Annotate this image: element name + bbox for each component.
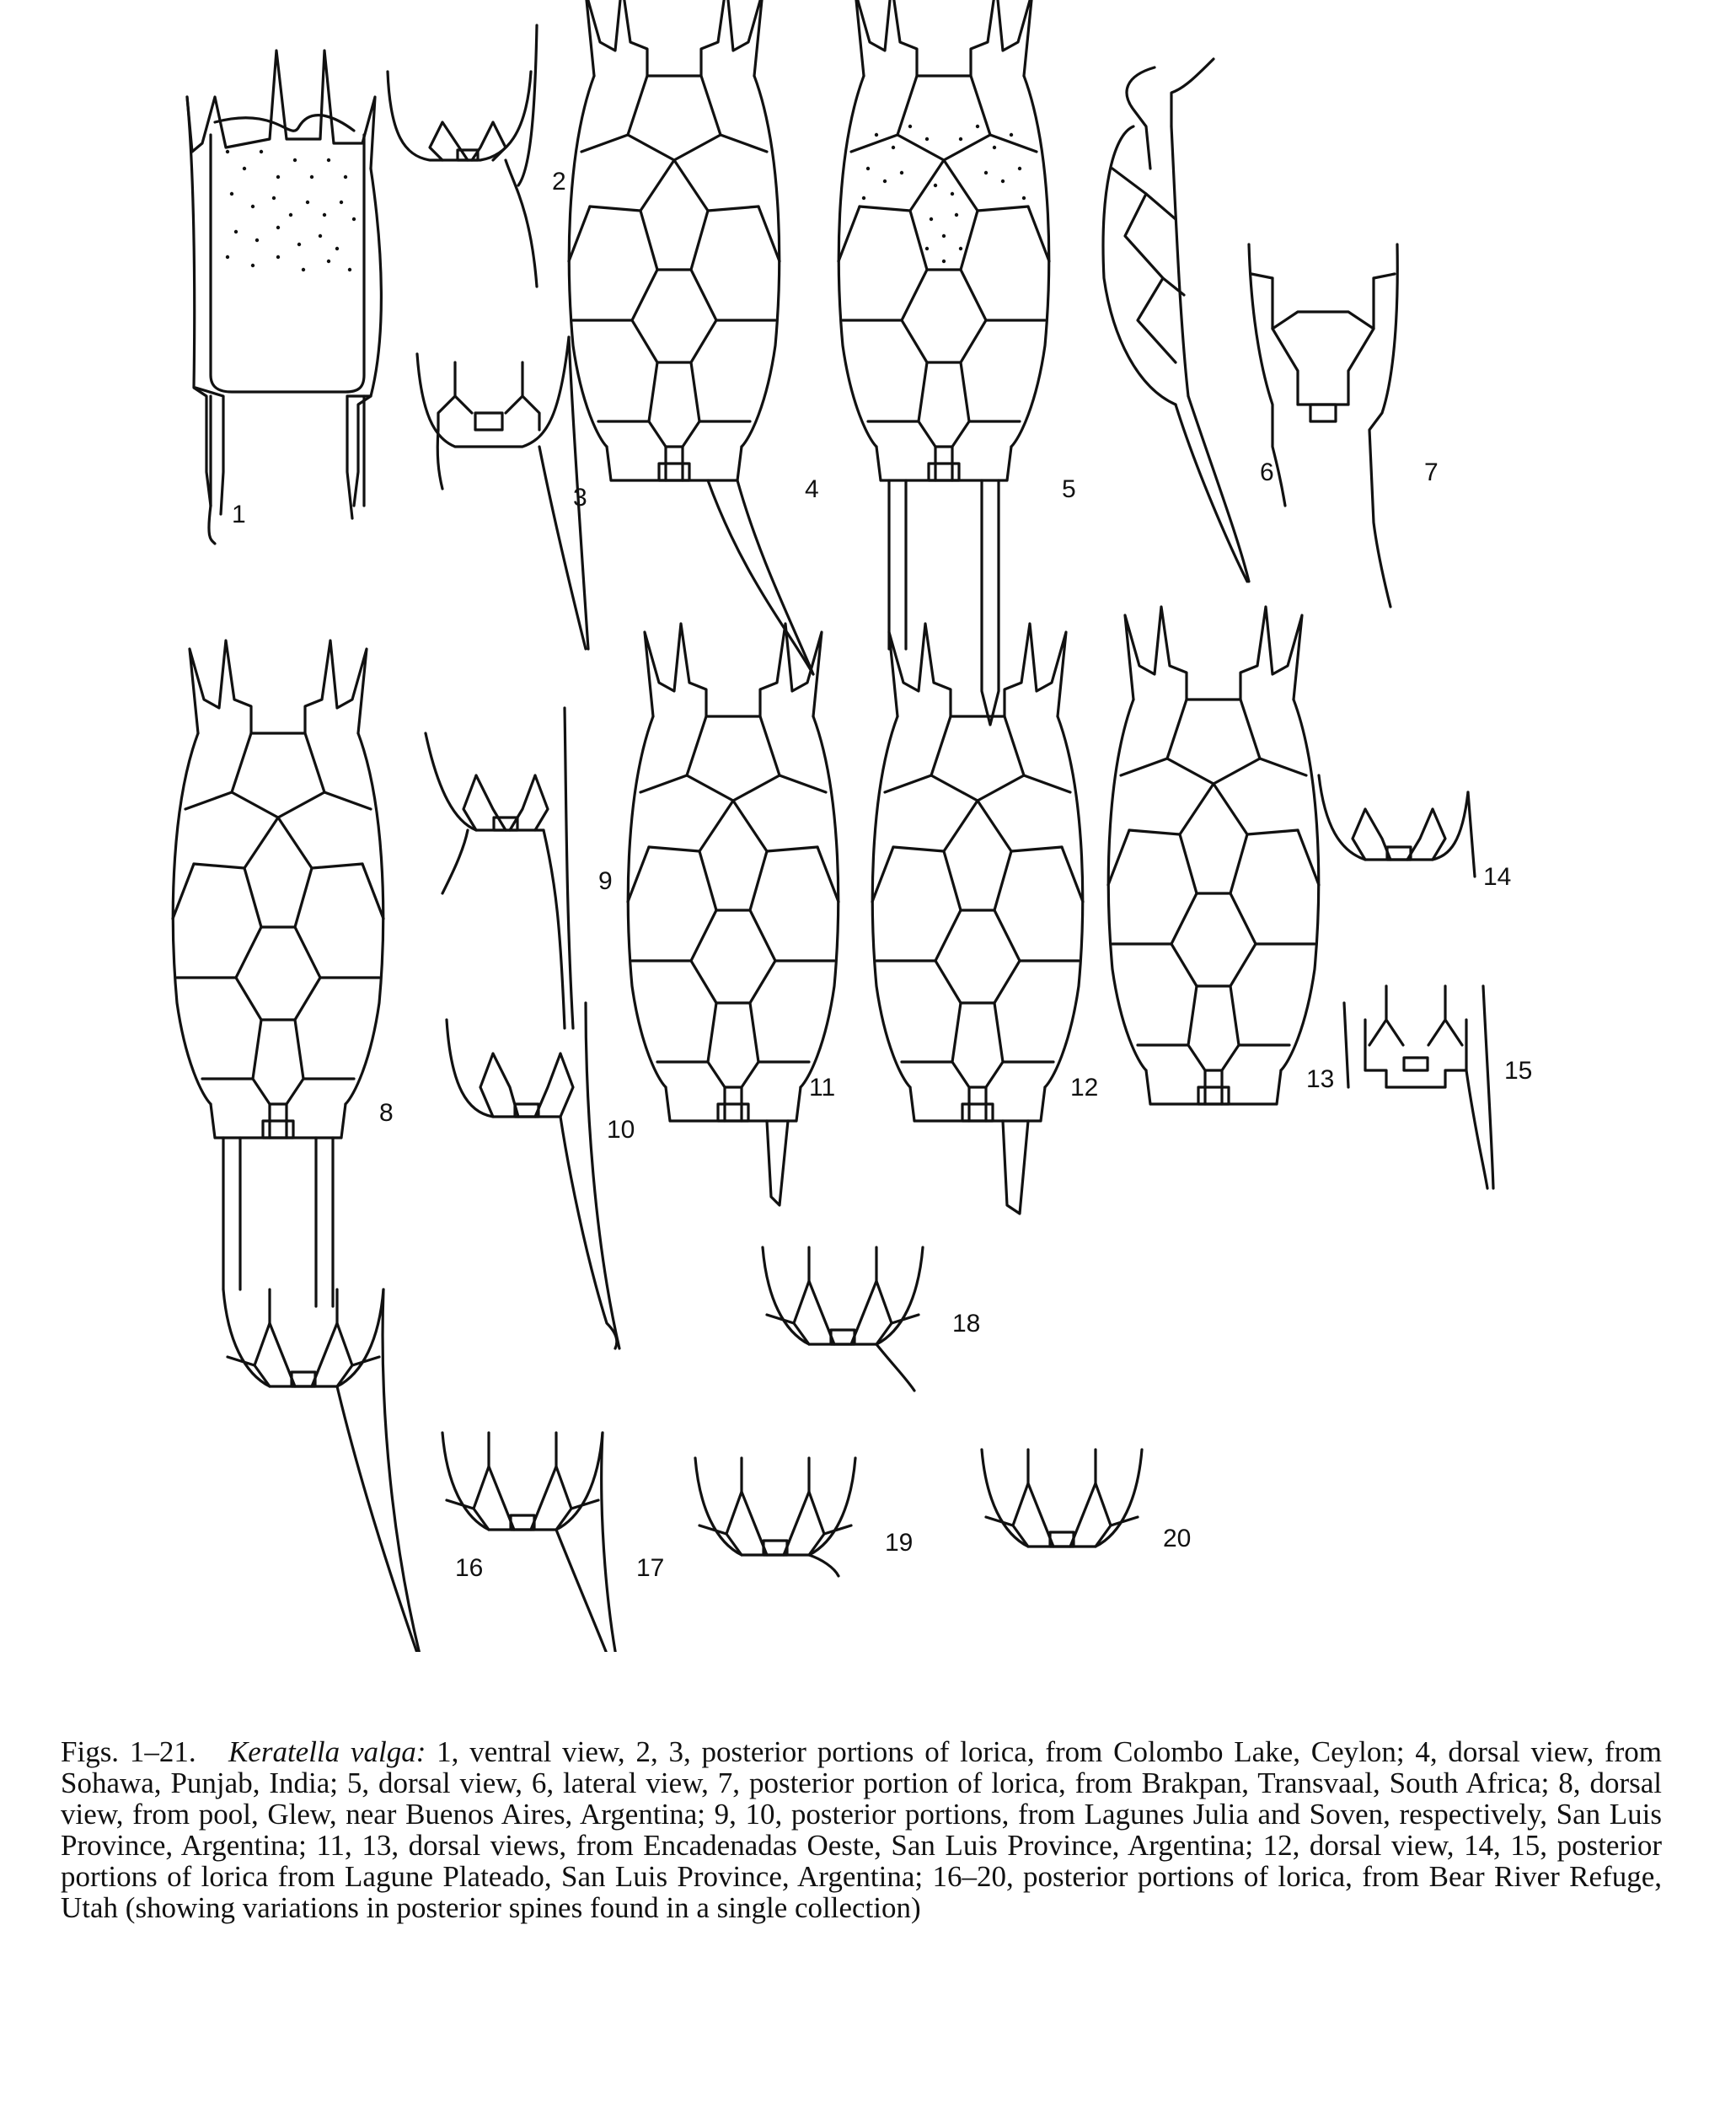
figure-18 — [763, 1247, 980, 1391]
figure-16 — [223, 1289, 483, 1652]
figure-7 — [1249, 244, 1439, 607]
caption-body: 1, ventral view, 2, 3, posterior portions of lorica, from Colombo Lake, Ceylon; 4, dorsal view, from Sohawa, Punjab, India; 5, dorsal view, 6, lateral view, 7, posterior portion of lorica, from Brakpan, Transvaal, South Africa; 8, dorsal view, from pool, Glew, near Buenos Aires, Argentina; 9, 10, posterior portions, from Lagunes Julia and Soven, respectively, San Luis Province, Argentina; 11, 13, dorsal views, from Encadenadas Oeste, San Luis Province, Argentina; 12, dorsal view, 14, 15, posterior portions of lorica from Lagune Plateado, San Luis Province, Argentina; 16–20, posterior portions of lorica, from Bear River Refuge, Utah (showing variations in posterior spines found in a single collection) — [61, 1735, 1663, 1924]
figure-20-label: 20 — [1163, 1525, 1192, 1552]
figure-9 — [426, 708, 613, 1028]
figure-14-label: 14 — [1483, 863, 1512, 891]
figure-5 — [839, 0, 1076, 725]
figure-4 — [569, 0, 819, 674]
figure-4-label: 4 — [805, 475, 819, 503]
figure-2-label: 2 — [552, 168, 566, 196]
figure-17-label: 17 — [636, 1554, 665, 1582]
figure-6-label: 6 — [1260, 458, 1274, 486]
figure-11-label: 11 — [809, 1074, 836, 1102]
figure-caption — [61, 1736, 1662, 1923]
figure-18-label: 18 — [952, 1310, 981, 1338]
figure-13-label: 13 — [1306, 1065, 1335, 1093]
figure-10-label: 10 — [607, 1116, 635, 1144]
figure-13 — [1108, 607, 1334, 1104]
figure-1 — [187, 51, 381, 544]
figure-8-label: 8 — [379, 1099, 394, 1127]
figure-5-label: 5 — [1062, 475, 1076, 503]
figure-12-label: 12 — [1070, 1074, 1099, 1102]
caption-lead: Figs. 1–21. — [61, 1735, 196, 1768]
figure-15-label: 15 — [1504, 1057, 1533, 1085]
figure-19-label: 19 — [885, 1529, 914, 1557]
figure-17 — [442, 1433, 664, 1652]
figure-14 — [1319, 775, 1511, 891]
figure-9-label: 9 — [598, 867, 613, 895]
figure-19 — [695, 1458, 913, 1576]
figure-20 — [982, 1450, 1191, 1552]
figure-12 — [872, 624, 1098, 1214]
figure-1-label: 1 — [232, 501, 246, 528]
caption-species: Keratella valga: — [228, 1735, 426, 1768]
figure-2 — [388, 25, 566, 287]
figure-6 — [1103, 59, 1274, 582]
figure-15 — [1344, 986, 1532, 1188]
figure-7-label: 7 — [1424, 458, 1439, 486]
figure-3-label: 3 — [573, 484, 587, 512]
figure-11 — [628, 624, 839, 1205]
figure-8 — [173, 641, 394, 1306]
figure-10 — [447, 1003, 635, 1348]
figure-3 — [417, 337, 588, 649]
figure-16-label: 16 — [455, 1554, 484, 1582]
